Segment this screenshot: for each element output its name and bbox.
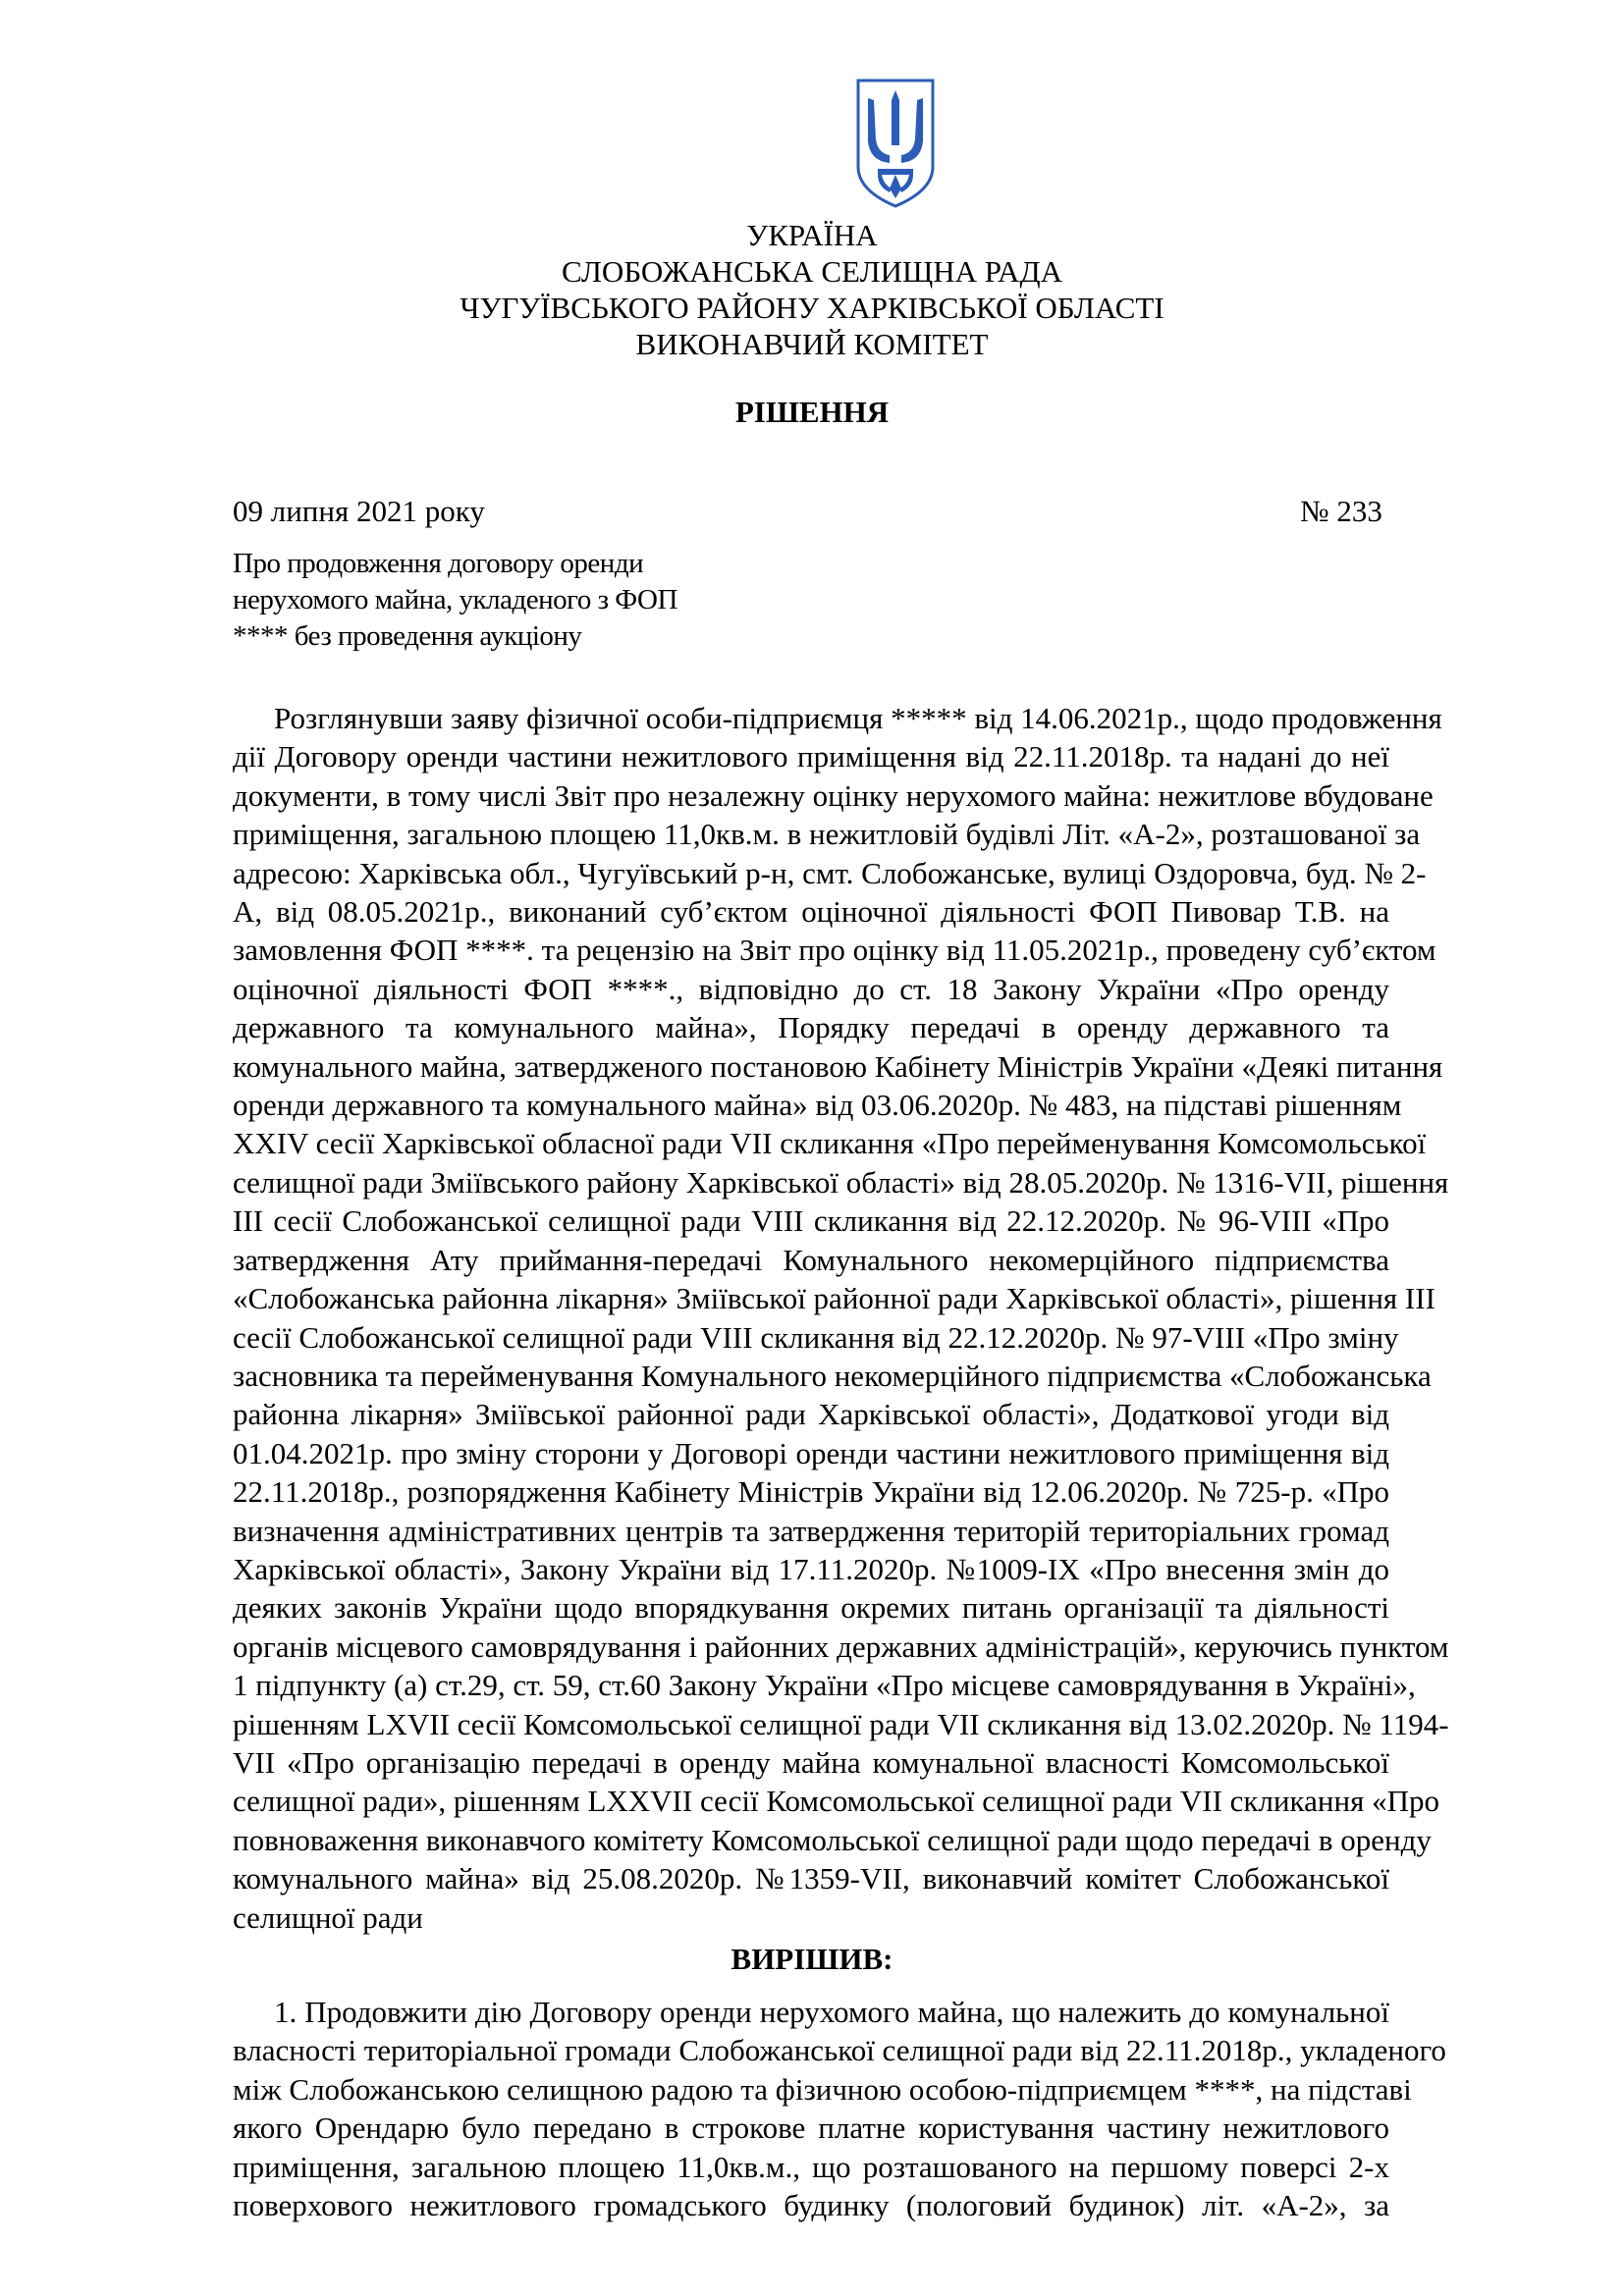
country-heading: УКРАЇНА bbox=[746, 218, 878, 252]
decision-line: якого Орендарю було передано в строкове платне користування частину нежитлового bbox=[233, 2110, 1389, 2146]
decision-line: поверхового нежитлового громадського будинку (пологовий будинок) літ. «А-2», за bbox=[233, 2188, 1389, 2223]
preamble-line: «Слобожанська районна лікарня» Зміївської районної ради Харківської області», рішення III bbox=[233, 1281, 1435, 1316]
trident-emblem-icon bbox=[854, 77, 937, 210]
preamble-line: селищної ради», рішенням LXXVII сесії Комсомольської селищної ради VII скликання «Про bbox=[233, 1784, 1439, 1819]
preamble-line: селищної ради Зміївського району Харківської області» від 28.05.2020р. № 1316-VII, рішення bbox=[233, 1164, 1449, 1200]
council-heading: СЛОБОЖАНСЬКА СЕЛИЩНА РАДА bbox=[562, 254, 1062, 289]
decision-line: власності територіальної громади Слобожанської селищної ради від 22.11.2018р., укладеного bbox=[233, 2033, 1446, 2068]
preamble-line: державного та комунального майна», Порядку передачі в оренду державного та bbox=[233, 1010, 1389, 1045]
decision-date: 09 липня 2021 року bbox=[233, 494, 485, 528]
preamble-line: оціночної діяльності ФОП ****., відповідно до ст. 18 Закону України «Про оренду bbox=[233, 971, 1389, 1006]
district-heading: ЧУГУЇВСЬКОГО РАЙОНУ ХАРКІВСЬКОЇ ОБЛАСТІ bbox=[460, 291, 1164, 325]
decision-line: 1. Продовжити дію Договору оренди нерухомого майна, що належить до комунальної bbox=[274, 1995, 1389, 2029]
preamble-line: оренди державного та комунального майна» від 03.06.2020р. № 483, на підставі рішенням bbox=[233, 1088, 1402, 1123]
preamble-line: III сесії Слобожанської селищної ради VIII скликання від 22.12.2020р. № 96-VIII «Про bbox=[233, 1203, 1389, 1239]
decision-paragraph bbox=[233, 1993, 1446, 2224]
preamble-line: затвердження Ату приймання-передачі Комунального некомерційного підприємства bbox=[233, 1242, 1389, 1277]
subject-line: нерухомого майна, укладеного з ФОП bbox=[233, 584, 677, 615]
preamble-line: VII «Про організацію передачі в оренду майна комунальної власності Комсомольської bbox=[233, 1744, 1389, 1780]
preamble-line: комунального майна, затвердженого постановою Кабінету Міністрів України «Деякі питання bbox=[233, 1048, 1443, 1084]
preamble-line: повноваження виконавчого комітету Комсомольської селищної ради щодо передачі в оренду bbox=[233, 1822, 1432, 1857]
decision-number: № 233 bbox=[1300, 494, 1382, 528]
preamble-line: визначення адміністративних центрів та затвердження територій територіальних громад bbox=[233, 1513, 1389, 1548]
preamble-line: районна лікарня» Зміївської районної ради Харківської області», Додаткової угоди від bbox=[233, 1397, 1389, 1432]
subject-line: **** без проведення аукціону bbox=[233, 620, 582, 652]
preamble-line: 01.04.2021р. про зміну сторони у Договорі оренди частини нежитлового приміщення від bbox=[233, 1435, 1389, 1470]
subject-line: Про продовження договору оренди bbox=[233, 548, 644, 579]
preamble-line: засновника та перейменування Комунального некомерційного підприємства «Слобожанська bbox=[233, 1358, 1432, 1393]
preamble-line: селищної ради bbox=[233, 1899, 423, 1935]
preamble-line: деяких законів України щодо впорядкування окремих питань організації та діяльності bbox=[233, 1590, 1389, 1626]
committee-heading: ВИКОНАВЧИЙ КОМІТЕТ bbox=[635, 327, 989, 361]
preamble-line: 1 підпункту (а) ст.29, ст. 59, ст.60 Закону України «Про місцеве самоврядування в Україні», bbox=[233, 1668, 1416, 1703]
decision-line: приміщення, загальною площею 11,0кв.м., що розташованого на першому поверсі 2-х bbox=[233, 2149, 1389, 2184]
preamble-line: 22.11.2018р., розпорядження Кабінету Міністрів України від 12.06.2020р. № 725-р. «Про bbox=[233, 1474, 1389, 1510]
preamble-line: рішенням LXVII сесії Комсомольської селищної ради VII скликання від 13.02.2020р. № 1194- bbox=[233, 1706, 1449, 1741]
preamble-line: Харківської області», Закону України від 17.11.2020р. №1009-IX «Про внесення змін до bbox=[233, 1551, 1389, 1586]
preamble-line: XXIV сесії Харківської обласної ради VII скликання «Про перейменування Комсомольської bbox=[233, 1126, 1427, 1161]
preamble-line: документи, в тому числі Звіт про незалежну оцінку нерухомого майна: нежитлове вбудоване bbox=[233, 777, 1434, 813]
preamble-paragraph bbox=[233, 699, 1449, 1937]
decision-line: між Слобожанською селищною радою та фізичною особою-підприємцем ****, на підставі bbox=[233, 2071, 1412, 2107]
preamble-line: адресою: Харківська обл., Чугуївський р-н, смт. Слобожанське, вулиці Оздоровча, буд. № 2- bbox=[233, 855, 1427, 890]
document-type-title: РІШЕННЯ bbox=[734, 395, 890, 429]
decision-subject bbox=[233, 546, 743, 655]
decision-heading: ВИРІШИВ: bbox=[731, 1942, 893, 1976]
preamble-line: сесії Слобожанської селищної ради VIII скликання від 22.12.2020р. № 97-VIII «Про зміну bbox=[233, 1319, 1399, 1355]
preamble-line: дії Договору оренди частини нежитлового приміщення від 22.11.2018р. та надані до неї bbox=[233, 739, 1389, 774]
preamble-line: замовлення ФОП ****. та рецензію на Звіт про оцінку від 11.05.2021р., проведену суб’єктом bbox=[233, 933, 1436, 968]
preamble-line: комунального майна» від 25.08.2020р. №1359-VII, виконавчий комітет Слобожанської bbox=[233, 1861, 1389, 1896]
preamble-line: Розглянувши заяву фізичної особи-підприємця ***** від 14.06.2021р., щодо продовження bbox=[274, 701, 1442, 735]
preamble-line: А, від 08.05.2021р., виконаний суб’єктом оціночної діяльності ФОП Пивовар Т.В. на bbox=[233, 894, 1389, 930]
preamble-line: приміщення, загальною площею 11,0кв.м. в нежитловій будівлі Літ. «А-2», розташованої за bbox=[233, 817, 1421, 852]
preamble-line: органів місцевого самоврядування і районних державних адміністрацій», керуючись пунктом bbox=[233, 1629, 1449, 1664]
